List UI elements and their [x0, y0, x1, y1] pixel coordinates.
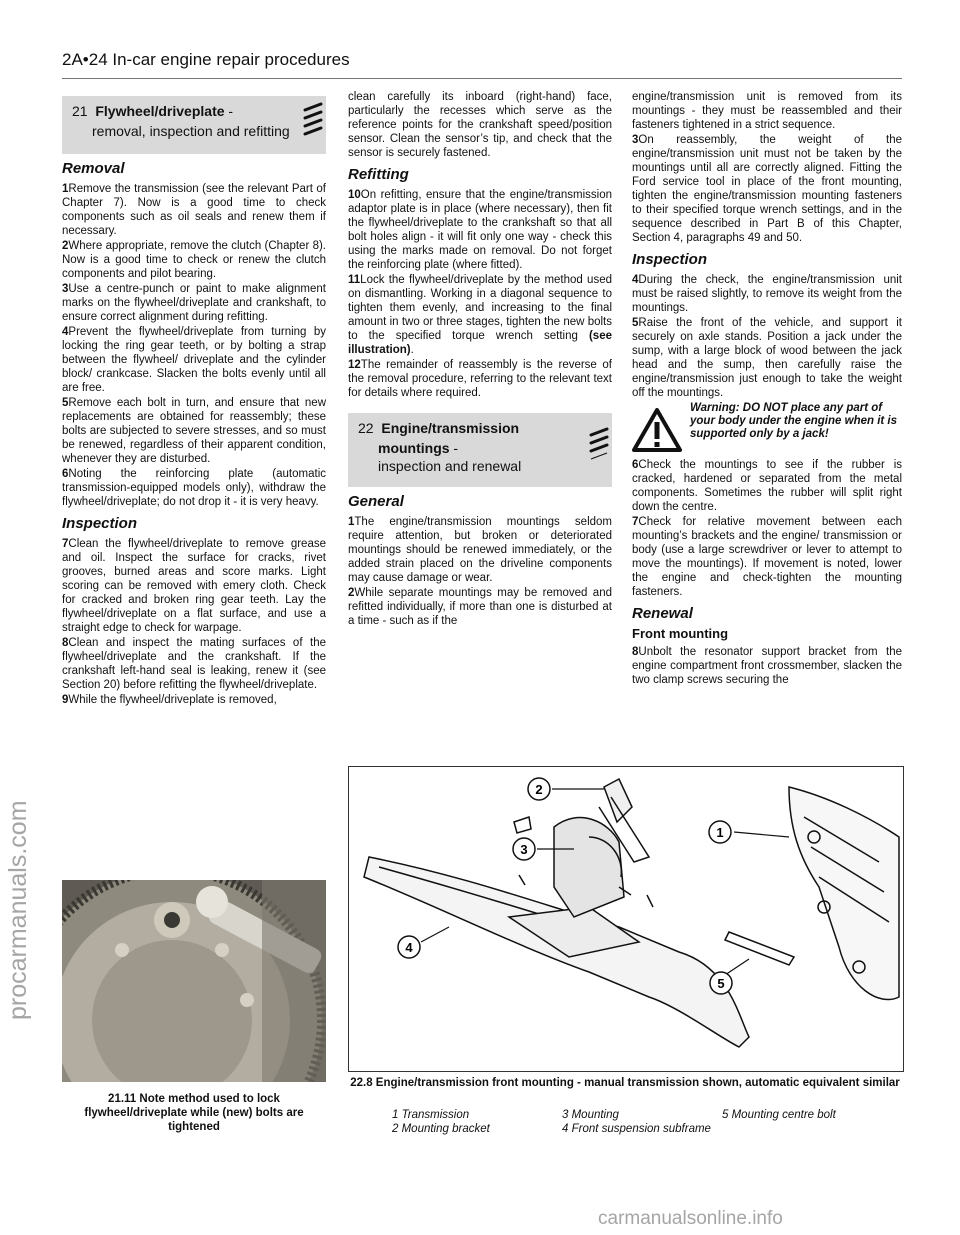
callout-5: 5: [717, 976, 725, 991]
column-1: [62, 96, 326, 708]
para-11: 11Lock the flywheel/driveplate by the method used on dismantling. Working in a diagonal sequence to tighten them evenly, and increasing to the final amount in two or three stages, tighten the new bolts to the specified torque wrench setting (see illustration).: [348, 274, 612, 356]
heading-inspection-2: Inspection: [632, 251, 708, 268]
heading-inspection: Inspection: [62, 515, 138, 532]
callout-1: 1: [716, 825, 724, 840]
legend-item: 1 Transmission: [392, 1109, 470, 1121]
callout-4: 4: [405, 940, 413, 955]
diagram-caption: 22.8 Engine/transmission front mounting - manual transmission shown, automatic equivalent similar: [350, 1077, 900, 1089]
para-i6: 6Check the mountings to see if the rubber is cracked, hardened or separated from the metal components. Sometimes the rubber will split right down the centre.: [632, 459, 902, 513]
footer-watermark: carmanualsonline.info: [598, 1208, 783, 1229]
para-g2: 2While separate mountings may be removed and refitted individually, if more than one is disturbed at a time - such as if the: [348, 587, 612, 627]
para-5: 5Remove each bolt in turn, and ensure that new replacements are obtained for reassembly; these bolts are subjected to severe stresses, and so must be renewed, regardless of their apparent condition, whenever they are disturbed.: [62, 397, 326, 465]
section-21-subtitle: removal, inspection and refitting: [92, 123, 290, 139]
para-i7: 7Check for relative movement between each mounting’s brackets and the engine/ transmission or body (use a large screwdriver or lever to attempt to move the mountings). If movement is noted, lower the engine and check-tighten the mounting fasteners.: [632, 516, 902, 598]
heading-renewal: Renewal: [632, 605, 693, 622]
warning-text: Warning: DO NOT place any part of your body under the engine when it is supported only by a jack!: [690, 402, 898, 440]
legend-column-1: [392, 1108, 490, 1136]
heading-general: General: [348, 493, 404, 510]
para-4: 4Prevent the flywheel/driveplate from turning by locking the ring gear teeth, or by bolting a strap between the flywheel/ driveplate and the cylinder block/ crankcase. Slacken the bolts evenly until all are free.: [62, 326, 326, 394]
see-illustration-link: (see illustration): [348, 330, 612, 356]
section-21-title: Flywheel/driveplate: [95, 103, 225, 119]
heading-front-mounting: Front mounting: [632, 626, 729, 641]
para-6: 6Noting the reinforcing plate (automatic transmission-equipped models only), withdraw the flywheel/driveplate; do not drop it - it is very heavy.: [62, 468, 326, 508]
mounting-diagram: [348, 766, 904, 1072]
para-9-continued: clean carefully its inboard (right-hand) face, particularly the recesses which serve as the reference points for the crankshaft speed/position sensor. Clean the sensor’s tip, and check that the sensor is securely fastened.: [348, 91, 612, 159]
para-2: 2Where appropriate, remove the clutch (Chapter 8). Now is a good time to check or renew the clutch components and pilot bearing.: [62, 240, 326, 280]
column-3: [632, 90, 902, 688]
legend-item: 5 Mounting centre bolt: [722, 1109, 836, 1121]
para-g3: 3On reassembly, the weight of the engine/transmission unit must not be taken by the mountings until all are correctly aligned. Fitting the Ford service tool in place of the front mounting, tighten the engine/transmission mounting fasteners to their specified torque wrench settings, and in the sequence described in Part B of this Chapter, Section 4, paragraphs 49 and 50.: [632, 134, 902, 244]
section-22-title-box: 22 Engine/transmission mountings - inspection and renewal: [348, 413, 612, 487]
para-i4: 4During the check, the engine/transmission unit must be raised slightly, to remove its weight from the mountings.: [632, 274, 902, 314]
legend-item: 3 Mounting: [562, 1109, 619, 1121]
para-10: 10On refitting, ensure that the engine/transmission adaptor plate is in place (where necessary), then fit the flywheel/driveplate to the crankshaft so that all bolt holes align - it will fit only one way - check this using the marks made on removal. Do not forget the reinforcing plate (where fitted).: [348, 189, 612, 271]
photo-caption: 21.11 Note method used to lock flywheel/driveplate while (new) bolts are tightened: [84, 1093, 304, 1133]
para-r8: 8Unbolt the resonator support bracket from the engine compartment front crossmember, slacken the two clamp screws securing the: [632, 646, 902, 686]
heading-removal: Removal: [62, 160, 125, 177]
para-g2-continued: engine/transmission unit is removed from its mountings - they must be reassembled and their fasteners tightened in a strict sequence.: [632, 91, 902, 131]
section-22-subtitle: inspection and renewal: [378, 458, 522, 474]
para-9: 9While the flywheel/driveplate is removed,: [62, 694, 277, 706]
page-header: 2A•24 In-car engine repair procedures: [62, 50, 350, 69]
difficulty-wrench-icon: [302, 100, 324, 144]
mounting-diagram-drawing: [349, 767, 903, 1071]
para-12: 12The remainder of reassembly is the reverse of the removal procedure, referring to the relevant text for details where required.: [348, 359, 612, 399]
section-22-number: 22: [358, 420, 374, 436]
para-g1: 1The engine/transmission mountings seldom require attention, but broken or deteriorated mountings should be renewed immediately, or the added strain placed on the driveline components may cause damage or wear.: [348, 516, 612, 584]
side-watermark: procarmanuals.com: [4, 800, 32, 1020]
header-rule: [62, 78, 902, 79]
heading-refitting: Refitting: [348, 166, 409, 183]
legend-item: 2 Mounting bracket: [392, 1123, 490, 1135]
legend-column-2: [562, 1108, 711, 1136]
difficulty-wrench-icon: [588, 425, 610, 469]
para-7: 7Clean the flywheel/driveplate to remove grease and oil. Inspect the surface for cracks, rivet grooves, burned areas and score marks. Light scoring can be removed with emery cloth. Check for cracked and broken ring gear teeth. Lay the flywheel/driveplate on a flat surface, and use a straight edge to check for warpage.: [62, 538, 326, 634]
para-3: 3Use a centre-punch or paint to make alignment marks on the flywheel/driveplate and crankshaft, to ensure correct alignment during refitting.: [62, 283, 326, 323]
legend-item: 4 Front suspension subframe: [562, 1123, 711, 1135]
callout-3: 3: [520, 842, 528, 857]
callout-2: 2: [535, 782, 543, 797]
section-22-title-line2: mountings: [378, 440, 450, 456]
para-8: 8Clean and inspect the mating surfaces of the flywheel/driveplate and the crankshaft. If the crankshaft left-hand seal is leaking, renew it (see Section 20) before refitting the flywheel/driveplate.: [62, 637, 326, 691]
flywheel-photo: [62, 880, 326, 1082]
warning-block: [632, 402, 902, 454]
para-i5: 5Raise the front of the vehicle, and support it securely on axle stands. Position a jack under the sump, with a large block of wood between the jack head and the sump, then carefully raise the engine/transmission just enough to take the weight off the mountings.: [632, 317, 902, 399]
column-2: [348, 90, 612, 629]
section-22-title: Engine/transmission: [381, 420, 520, 436]
flywheel-photo-image: [62, 880, 326, 1082]
section-21-title-box: 21 Flywheel/driveplate - removal, inspection and refitting: [62, 96, 326, 154]
legend-column-3: [722, 1108, 836, 1122]
warning-triangle-icon: [632, 408, 682, 452]
section-21-number: 21: [72, 103, 88, 119]
para-1: 1Remove the transmission (see the relevant Part of Chapter 7). Now is a good time to check components such as oil seals and renew them if necessary.: [62, 183, 326, 237]
